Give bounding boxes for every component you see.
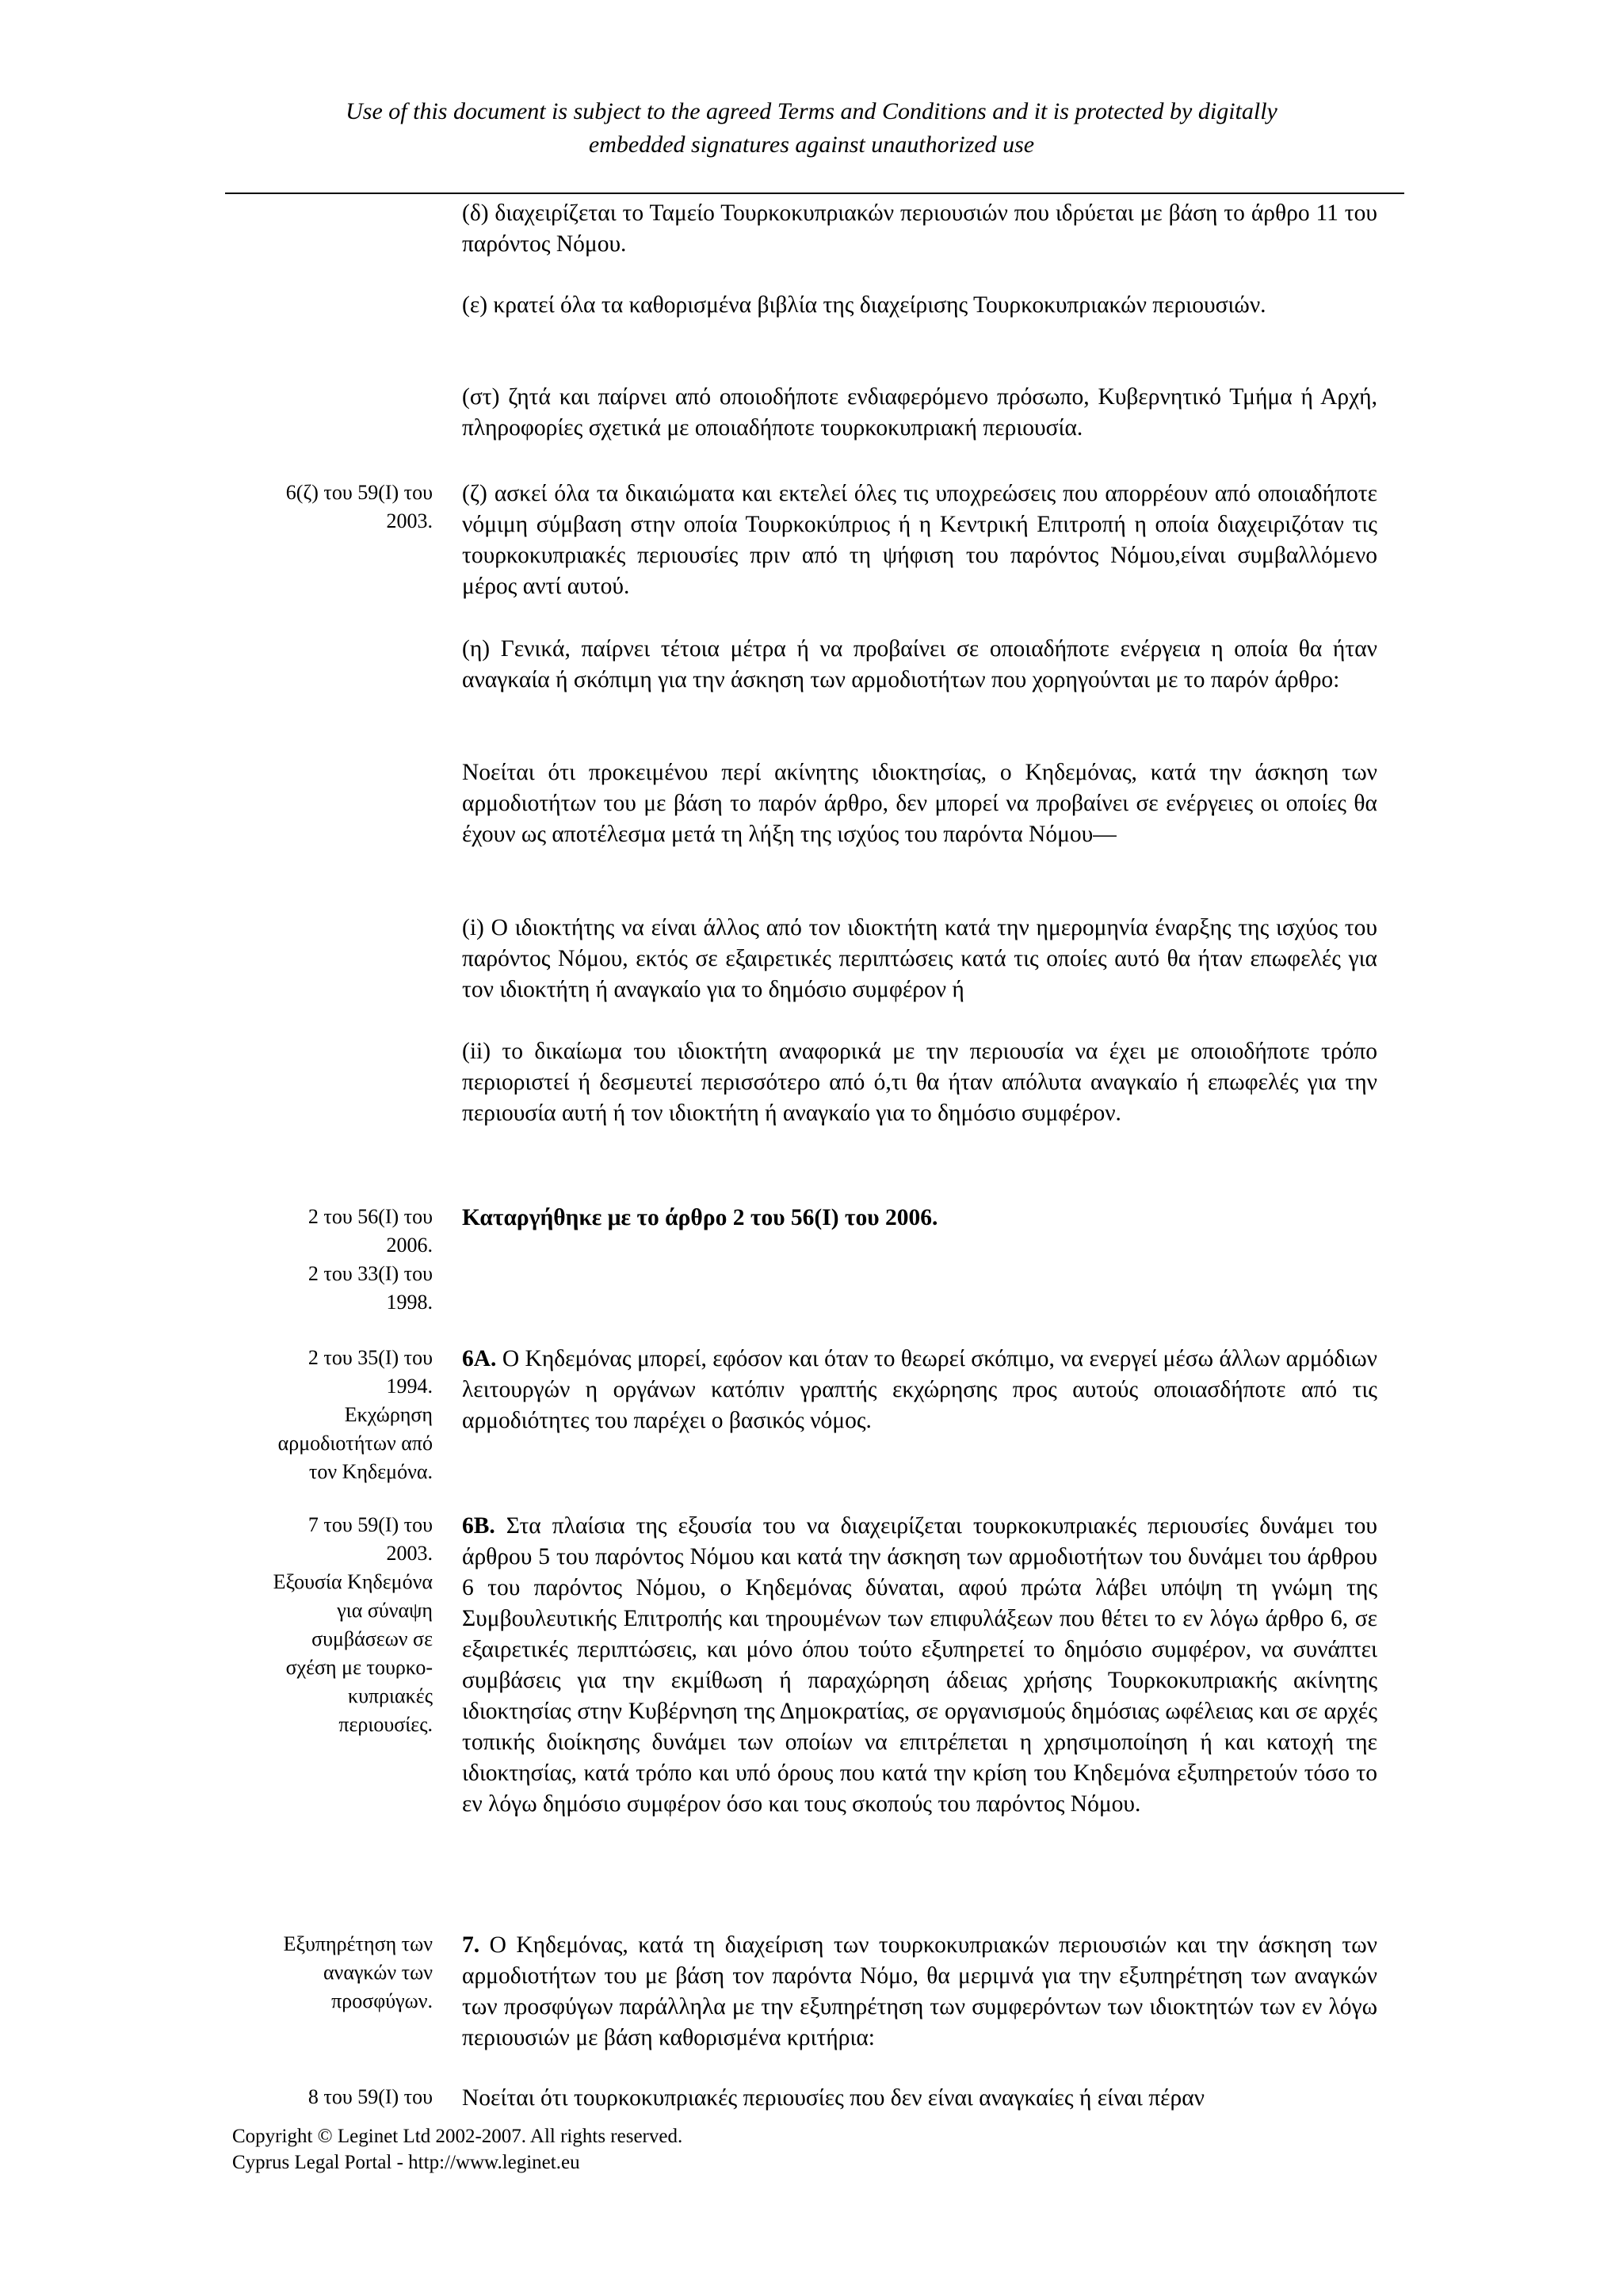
margin-line: 2003. [386, 1542, 433, 1565]
margin-line: 2006. [386, 1234, 433, 1257]
header-line-2: embedded signatures against unauthorized use [588, 132, 1035, 158]
margin-line: 2 του 33(Ι) του [307, 1262, 433, 1285]
margin-line: τον Κηδεμόνα. [308, 1460, 433, 1483]
margin-line: κυπριακές [347, 1684, 433, 1707]
margin-note [230, 1930, 433, 2016]
margin-line: Εκχώρηση [344, 1403, 433, 1426]
paragraph-text [462, 1930, 1377, 2054]
header-line-1: Use of this document is subject to the agreed Terms and Conditions and it is protected by digitally [346, 98, 1277, 124]
margin-line: 2003. [386, 509, 433, 532]
paragraph-text: (στ) ζητά και παίρνει από οποιοδήποτε ενδιαφερόμενο πρόσωπο, Κυβερνητικό Τμήμα ή Αρχή, πληροφορίες σχετικά με οποιαδήποτε τουρκοκυπριακή περιουσία. [462, 384, 1377, 441]
paragraph-text [462, 1344, 1377, 1436]
margin-line: Εξυπηρέτηση των [283, 1932, 433, 1955]
margin-line: για σύναψη [337, 1599, 433, 1622]
margin-note [230, 1511, 433, 1739]
margin-line: 8 του 59(Ι) του [307, 2085, 433, 2108]
margin-line: συμβάσεων σε [311, 1627, 433, 1650]
margin-note [230, 2083, 433, 2111]
margin-line: 1998. [386, 1291, 433, 1314]
margin-line: περιουσίες. [338, 1713, 433, 1736]
paragraph-text: (δ) διαχειρίζεται το Ταμείο Τουρκοκυπριακών περιουσιών που ιδρύεται με βάση το άρθρο 11 του παρόντος Νόμου. [462, 200, 1377, 257]
margin-line: Εξουσία Κηδεμόνα [273, 1570, 433, 1593]
section-body: Ο Κηδεμόνας μπορεί, εφόσον και όταν το θεωρεί σκόπιμο, να ενεργεί μέσω άλλων αρμόδιων λειτουργών η οργάνων κατόπιν γραπτής εκχώρησης προς αυτούς οποιασδήποτε από τις αρμοδιότητες του παρέχει ο βασικός νόμος. [462, 1346, 1377, 1433]
margin-note [230, 1344, 433, 1486]
copyright-notice: Copyright © Leginet Ltd 2002-2007. All rights reserved. [232, 2126, 683, 2147]
portal-link: Cyprus Legal Portal - http://www.leginet.eu [232, 2152, 580, 2173]
margin-line: 6(ζ) του 59(Ι) του [285, 481, 433, 504]
margin-line: προσφύγων. [331, 1989, 433, 2012]
header-divider [225, 193, 1404, 194]
footer [232, 2123, 682, 2176]
paragraph-text: (ε) κρατεί όλα τα καθορισμένα βιβλία της διαχείρισης Τουρκοκυπριακών περιουσιών. [462, 292, 1266, 318]
paragraph-text [462, 1511, 1377, 1820]
repeal-notice: Καταργήθηκε με το άρθρο 2 του 56(Ι) του 2006. [462, 1205, 938, 1230]
section-body: Ο Κηδεμόνας, κατά τη διαχείριση των τουρκοκυπριακών περιουσιών και την άσκηση των αρμοδιοτήτων του με βάση τον παρόντα Νόμο, θα μεριμνά για την εξυπηρέτηση των αναγκών των προσφύγων παράλληλα με την εξυπηρέτηση των συμφερόντων των ιδιοκτητών των εν λόγω περιουσιών με βάση καθορισμένα κριτήρια: [462, 1932, 1377, 2050]
margin-line: 7 του 59(Ι) του [307, 1513, 433, 1536]
margin-line: αρμοδιοτήτων από [277, 1432, 433, 1455]
paragraph-text: Νοείται ότι τουρκοκυπριακές περιουσίες που δεν είναι αναγκαίες ή είναι πέραν [462, 2085, 1205, 2111]
margin-note [230, 479, 433, 536]
margin-line: 2 του 56(Ι) του [307, 1205, 433, 1228]
paragraph-text [462, 1203, 1377, 1234]
section-number: 7. [462, 1932, 480, 1958]
terms-header [0, 95, 1623, 162]
paragraph-text: (η) Γενικά, παίρνει τέτοια μέτρα ή να προβαίνει σε οποιαδήποτε ενέργεια η οποία θα ήταν αναγκαία ή σκόπιμη για την άσκηση των αρμοδιοτήτων που χορηγούνται με το παρόν άρθρο: [462, 636, 1377, 692]
margin-line: σχέση με τουρκο- [285, 1656, 433, 1679]
paragraph-text: Νοείται ότι προκειμένου περί ακίνητης ιδιοκτησίας, ο Κηδεμόνας, κατά την άσκηση των αρμοδιοτήτων του με βάση το παρόν άρθρο, δεν μπορεί να προβαίνει σε ενέργειες οι οποίες θα έχουν ως αποτέλεσμα μετά τη λήξη της ισχύος του παρόντα Νόμου— [462, 760, 1377, 847]
margin-line: 2 του 35(Ι) του [307, 1346, 433, 1369]
margin-note [230, 1203, 433, 1317]
section-number: 6Α. [462, 1346, 497, 1371]
paragraph-text: (ii) το δικαίωμα του ιδιοκτήτη αναφορικά με την περιουσία να έχει με οποιοδήποτε τρόπο περιοριστεί ή δεσμευτεί περισσότερο από ό,τι θα ήταν απόλυτα αναγκαίο ή επωφελές για την περιουσία αυτή ή τον ιδιοκτήτη ή αναγκαίο για το δημόσιο συμφέρον. [462, 1039, 1377, 1126]
margin-line: αναγκών των [323, 1961, 433, 1984]
section-number: 6Β. [462, 1513, 495, 1539]
margin-line: 1994. [386, 1375, 433, 1398]
paragraph-text: (i) Ο ιδιοκτήτης να είναι άλλος από τον ιδιοκτήτη κατά την ημερομηνία έναρξης της ισχύος του παρόντος Νόμου, εκτός σε εξαιρετικές περιπτώσεις κατά τις οποίες αυτό θα ήταν επωφελές για τον ιδιοκτήτη ή αναγκαίο για το δημόσιο συμφέρον ή [462, 915, 1377, 1002]
paragraph-text: (ζ) ασκεί όλα τα δικαιώματα και εκτελεί όλες τις υποχρεώσεις που απορρέουν από οποιαδήποτε νόμιμη σύμβαση στην οποία Τουρκοκύπριος ή η Κεντρική Επιτροπή η οποία διαχειριζόταν τις τουρκοκυπριακές περιουσίες πριν από τη ψήφιση του παρόντος Νόμου,είναι συμβαλλόμενο μέρος αντί αυτού. [462, 481, 1377, 599]
section-body: Στα πλαίσια της εξουσία του να διαχειρίζεται τουρκοκυπριακές περιουσίες δυνάμει του άρθρου 5 του παρόντος Νόμου και κατά την άσκηση των αρμοδιοτήτων του δυνάμει του άρθρου 6 του παρόντος Νόμου, ο Κηδεμόνας δύναται, αφού πρώτα λάβει υπόψη τη γνώμη της Συμβουλευτικής Επιτροπής και τηρουμένων των επιφυλάξεων που θέτει το εν λόγω άρθρο 6, σε εξαιρετικές περιπτώσεις, και μόνο όπου τούτο εξυπηρετεί το δημόσιο συμφέρον, να συνάπτει συμβάσεις για την εκμίθωση ή παραχώρηση άδειας χρήσης Τουρκοκυπριακής ακίνητης ιδιοκτησίας στην Κυβέρνηση της Δημοκρατίας, σε οργανισμούς δημόσιας ωφέλειας και σε αρχές τοπικής διοίκησης δυνάμει των οποίων να επιτρέπεται η χρησιμοποίηση ή και κατοχή τηε ιδιοκτησίας, κατά τρόπο και υπό όρους που κατά την κρίση του Κηδεμόνα εξυπηρετούν τόσο το εν λόγω δημόσιο συμφέρον όσο και τους σκοπούς του παρόντος Νόμου. [462, 1513, 1377, 1817]
